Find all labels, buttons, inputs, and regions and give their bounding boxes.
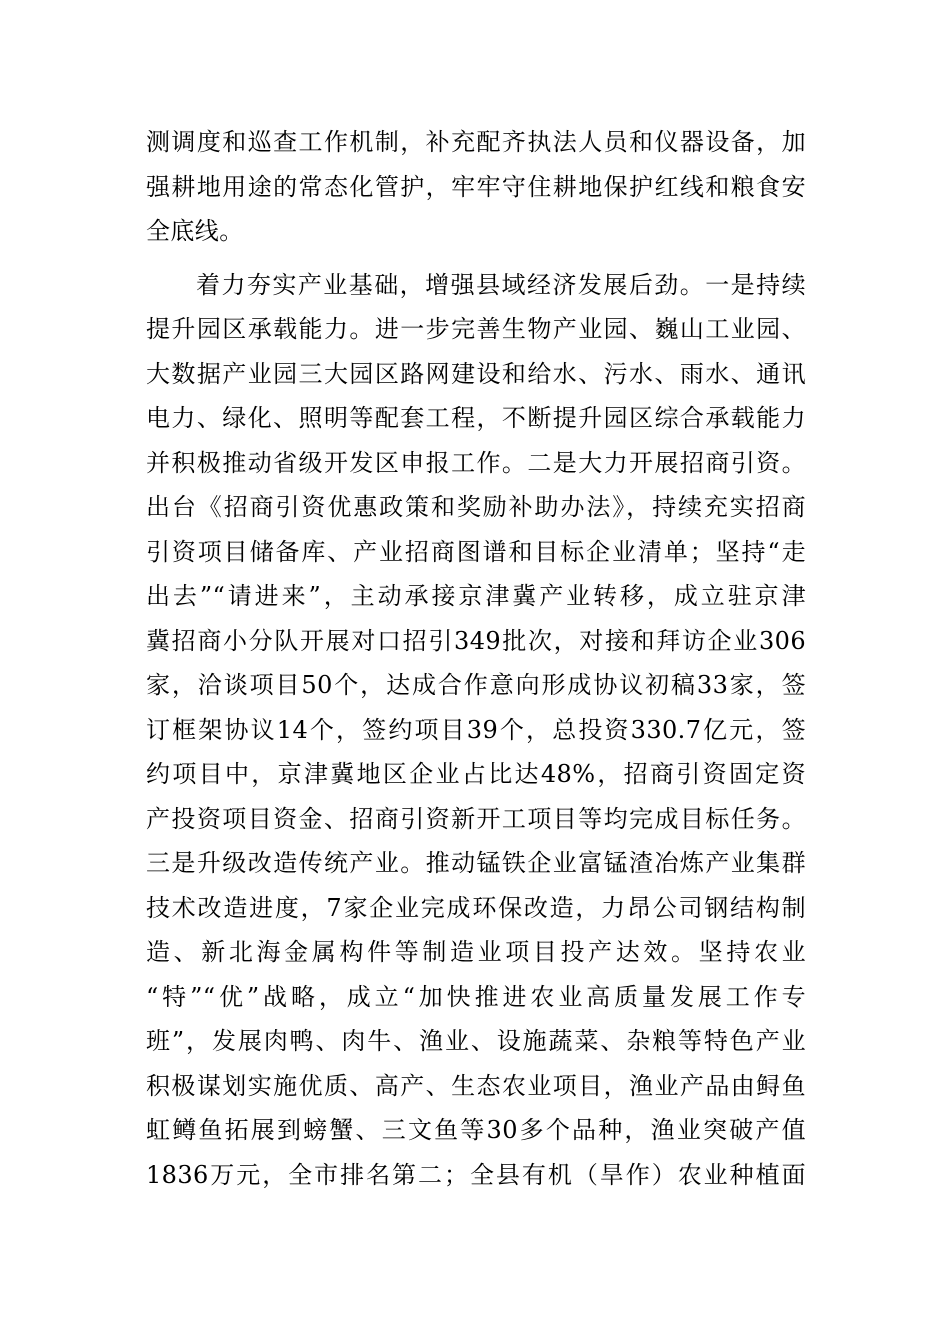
text-line: 班”，发展肉鸭、肉牛、渔业、设施蔬菜、杂粮等特色产业 xyxy=(146,1027,806,1055)
text-line: 积极谋划实施优质、高产、生态农业项目，渔业产品由鲟鱼 xyxy=(146,1071,806,1100)
text-line: 三是升级改造传统产业。推动锰铁企业富锰渣冶炼产业集群 xyxy=(146,849,806,877)
text-line: 家，洽谈项目50个，达成合作意向形成协议初稿33家，签 xyxy=(146,671,806,699)
text-line: 冀招商小分队开展对口招引349批次，对接和拜访企业306 xyxy=(146,626,806,655)
text-line: 造、新北海金属构件等制造业项目投产达效。坚持农业 xyxy=(146,938,806,966)
text-line: 全底线。 xyxy=(146,217,244,245)
paragraph-2 xyxy=(146,263,806,1198)
text-line: 虹鳟鱼拓展到螃蟹、三文鱼等30多个品种，渔业突破产值 xyxy=(146,1116,806,1144)
text-line: 出去”“请进来”，主动承接京津冀产业转移，成立驻京津 xyxy=(146,582,806,610)
text-line: 提升园区承载能力。进一步完善生物产业园、巍山工业园、 xyxy=(146,315,806,343)
text-line: 约项目中，京津冀地区企业占比达48%，招商引资固定资 xyxy=(146,760,806,788)
text-line: 技术改造进度，7家企业完成环保改造，力昂公司钢结构制 xyxy=(146,893,806,922)
text-line: 出台《招商引资优惠政策和奖励补助办法》，持续充实招商 xyxy=(146,493,806,521)
text-line: 大数据产业园三大园区路网建设和给水、污水、雨水、通讯 xyxy=(146,359,806,388)
text-line: 并积极推动省级开发区申报工作。二是大力开展招商引资。 xyxy=(146,448,806,477)
paragraph-1 xyxy=(146,120,806,254)
text-line: 强耕地用途的常态化管护，牢牢守住耕地保护红线和粮食安 xyxy=(146,172,806,201)
text-line: 产投资项目资金、招商引资新开工项目等均完成目标任务。 xyxy=(146,804,806,833)
text-line: 引资项目储备库、产业招商图谱和目标企业清单；坚持“走 xyxy=(146,537,806,566)
paragraph-spacing xyxy=(146,254,806,263)
text-line: 电力、绿化、照明等配套工程，不断提升园区综合承载能力 xyxy=(146,404,806,432)
text-line: 订框架协议14个，签约项目39个，总投资330.7亿元，签 xyxy=(146,715,806,744)
text-line: 1836万元，全市排名第二；全县有机（旱作）农业种植面 xyxy=(146,1160,806,1189)
text-line: 着力夯实产业基础，增强县域经济发展后劲。一是持续 xyxy=(196,270,806,299)
body-text xyxy=(146,120,806,1197)
text-line: “特”“优”战略，成立“加快推进农业高质量发展工作专 xyxy=(146,982,806,1011)
text-line: 测调度和巡查工作机制，补充配齐执法人员和仪器设备，加 xyxy=(146,128,806,156)
